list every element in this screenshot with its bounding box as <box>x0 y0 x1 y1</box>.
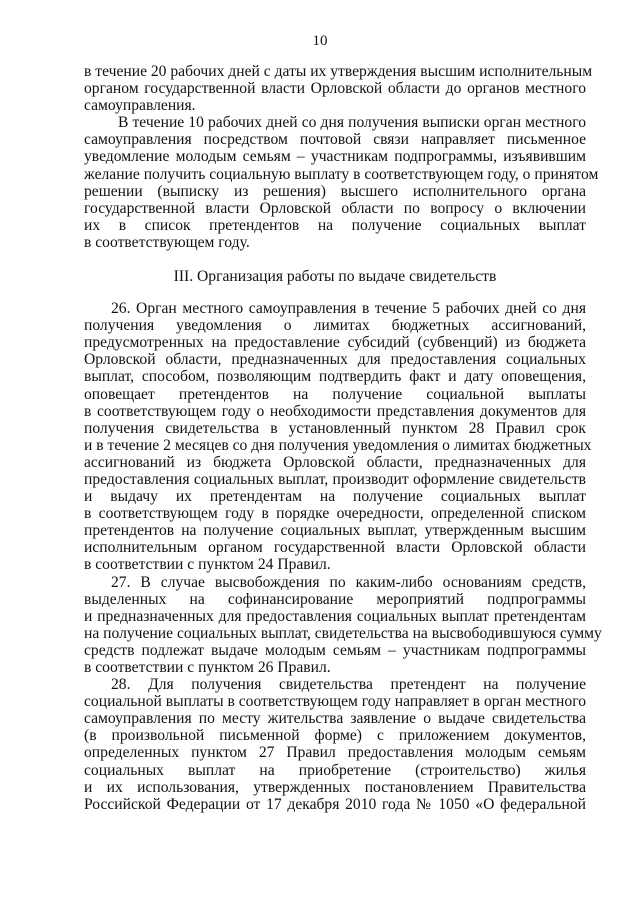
document-body <box>84 63 602 813</box>
text-line: средств подлежат выдаче молодым семьям – участникам подпрограммы <box>84 641 586 659</box>
text-line: и предназначенных для предоставления социальных выплат претендентам <box>84 607 586 625</box>
text-line: ассигнований из бюджета Орловской области, предназначенных для <box>84 453 586 471</box>
text-line: желание получить социальную выплату в соответствующем году, о принятом <box>84 165 599 183</box>
text-line: Российской Федерации от 17 декабря 2010 года № 1050 «О федеральной <box>84 795 586 813</box>
text-line: 27. В случае высвобождения по каким-либо основаниям средств, <box>111 573 586 591</box>
text-line: получения свидетельства в установленный пунктом 28 Правил срок <box>84 419 586 437</box>
text-line: социальной выплаты в соответствующем году направляет в орган местного <box>84 693 586 711</box>
text-line: в соответствующем году о необходимости представления документов для <box>84 402 586 420</box>
text-line: самоуправления. <box>84 97 196 115</box>
text-line: решении (выписку из решения) высшего исполнительного органа <box>84 182 586 200</box>
text-line: уведомление молодым семьям – участникам подпрограммы, изъявившим <box>84 148 586 166</box>
text-line: получения уведомления о лимитах бюджетных ассигнований, <box>84 317 586 335</box>
text-line: органом государственной власти Орловской области до органов местного <box>84 80 586 98</box>
text-line: государственной власти Орловской области по вопросу о включении <box>84 199 586 217</box>
text-line: исполнительным органом государственной власти Орловской области <box>84 539 586 557</box>
paragraph-27 <box>84 573 602 677</box>
paragraph-28 <box>84 676 586 813</box>
text-line: в соответствии с пунктом 26 Правил. <box>84 659 331 676</box>
paragraph-10-days <box>84 114 599 251</box>
text-line: самоуправления по месту жительства заявление о выдаче свидетельства <box>84 710 586 728</box>
text-line: в соответствующем году в порядке очередности, определенной списком <box>84 505 586 523</box>
text-line: выделенных на софинансирование мероприятий подпрограммы <box>84 590 586 608</box>
text-line: социальных выплат на приобретение (строительство) жилья <box>84 761 586 779</box>
text-line: В течение 10 рабочих дней со дня получения выписки орган местного <box>118 114 586 132</box>
text-line: в соответствии с пунктом 24 Правил. <box>84 556 331 574</box>
text-line: Орловской области, предназначенных для предоставления социальных <box>84 351 586 369</box>
text-line: самоуправления посредством почтовой связи направляет письменное <box>84 131 586 149</box>
text-line: определенных пунктом 27 Правил предоставления молодым семьям <box>84 744 586 762</box>
text-line: 28. Для получения свидетельства претендент на получение <box>111 676 586 694</box>
text-line: и в течение 2 месяцев со дня получения уведомления о лимитах бюджетных <box>84 436 592 454</box>
text-line: претендентов на получение социальных выплат, утвержденным высшим <box>84 522 586 540</box>
text-line: и выдачу их претендентам на получение социальных выплат <box>84 488 586 506</box>
section-heading: III. Организация работы по выдаче свидетельств <box>173 268 497 286</box>
text-line: 26. Орган местного самоуправления в течение 5 рабочих дней со дня <box>111 300 586 318</box>
text-line: в соответствующем году. <box>84 233 250 251</box>
text-line: предусмотренных на предоставление субсидий (субвенций) из бюджета <box>84 334 586 352</box>
text-line: на получение социальных выплат, свидетельства на высвободившуюся сумму <box>84 624 602 642</box>
paragraph-intro <box>84 63 593 115</box>
text-line: и их использования, утвержденных постановлением Правительства <box>84 778 586 796</box>
text-line: выплат, способом, позволяющим подтвердить факт и дату оповещения, <box>84 368 586 386</box>
text-line: в течение 20 рабочих дней с даты их утверждения высшим исполнительным <box>84 63 593 80</box>
page-number: 10 <box>312 33 328 49</box>
text-line: их в список претендентов на получение социальных выплат <box>84 216 586 234</box>
text-line: оповещает претендентов на получение социальной выплаты <box>84 385 586 403</box>
text-line: (в произвольной письменной форме) с приложением документов, <box>84 727 586 745</box>
text-line: предоставления социальных выплат, производит оформление свидетельств <box>84 470 586 488</box>
paragraph-26 <box>84 300 592 574</box>
